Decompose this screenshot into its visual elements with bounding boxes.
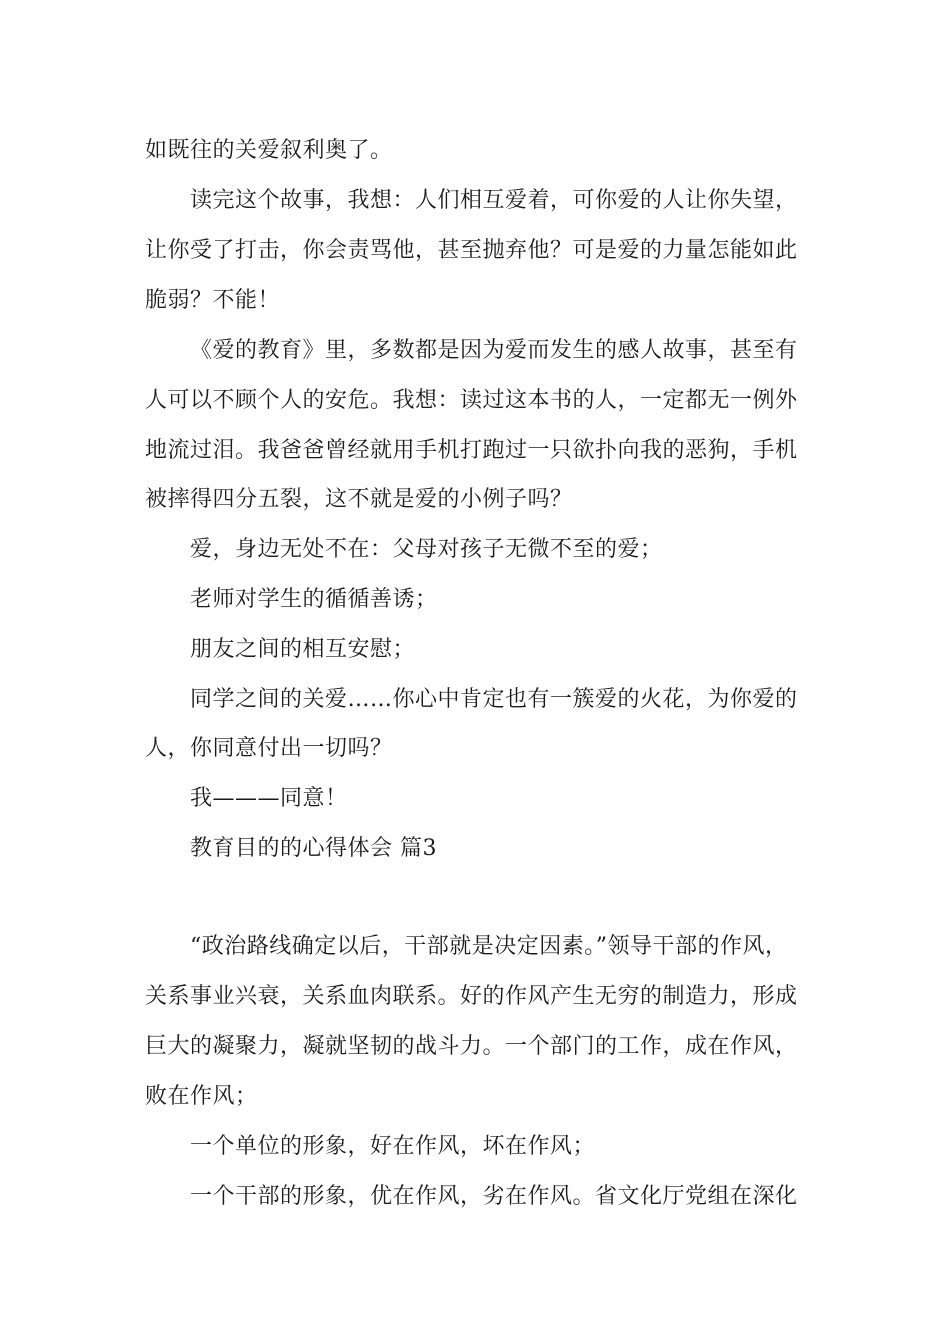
text-line: 我———同意！ [190, 786, 348, 811]
text-line: 如既往的关爱叙利奥了。 [145, 138, 393, 163]
text-line: 《爱的教育》里，多数都是因为爱而发生的感人故事，甚至有 [190, 338, 798, 363]
text-line: 关系事业兴衰，关系血肉联系。好的作风产生无穷的制造力，形成 [145, 984, 798, 1009]
text-line: 朋友之间的相互安慰； [190, 637, 416, 662]
text-line: 一个单位的形象，好在作风，坏在作风； [190, 1134, 596, 1159]
text-line: 脆弱？不能！ [145, 288, 281, 313]
text-line: 同学之间的关爱……你心中肯定也有一簇爱的火花，为你爱的 [190, 687, 798, 712]
text-line: 巨大的凝聚力，凝就坚韧的战斗力。一个部门的工作，成在作风， [145, 1034, 798, 1059]
text-line: 爱，身边无处不在：父母对孩子无微不至的爱； [190, 537, 663, 562]
text-line: 一个干部的形象，优在作风，劣在作风。省文化厅党组在深化 [190, 1184, 798, 1209]
text-line: 老师对学生的循循善诱； [190, 587, 438, 612]
text-line: “政治路线确定以后，干部就是决定因素。”领导干部的作风， [190, 934, 788, 959]
text-line: 让你受了打击，你会责骂他，甚至抛弃他？可是爱的力量怎能如此 [145, 238, 798, 263]
text-line: 地流过泪。我爸爸曾经就用手机打跑过一只欲扑向我的恶狗，手机 [145, 438, 798, 463]
text-line: 读完这个故事，我想：人们相互爱着，可你爱的人让你失望， [190, 188, 798, 213]
text-line: 被摔得四分五裂，这不就是爱的小例子吗？ [145, 487, 573, 512]
text-line: 败在作风； [145, 1084, 258, 1109]
section-heading: 教育目的的心得体会 篇3 [190, 836, 437, 861]
text-line: 人可以不顾个人的安危。我想：读过这本书的人，一定都无一例外 [145, 388, 798, 413]
text-line: 人，你同意付出一切吗？ [145, 736, 393, 761]
